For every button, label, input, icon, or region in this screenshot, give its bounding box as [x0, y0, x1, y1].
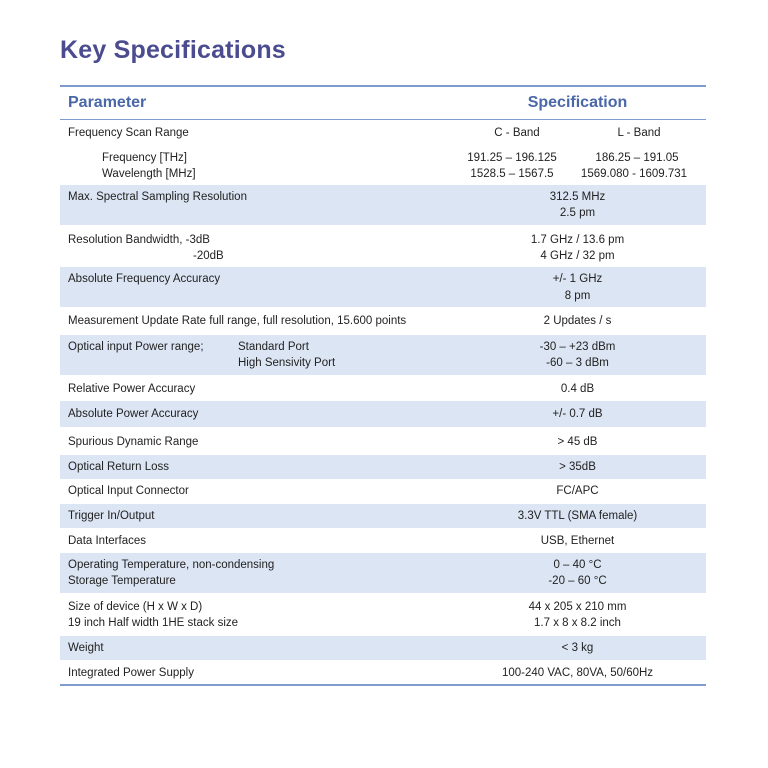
row-value: 3.3V TTL (SMA female) — [517, 510, 638, 522]
row-value: +/- 0.7 dB — [552, 408, 603, 420]
wave-l-value: 1569.080 - 1609.731 — [580, 168, 688, 180]
table-row-sampling — [60, 185, 706, 225]
row-value: > 35dB — [559, 461, 596, 473]
table-row-trigger — [60, 504, 706, 528]
row-value: 100-240 VAC, 80VA, 50/60Hz — [501, 667, 654, 679]
row-label: Max. Spectral Sampling Resolution — [68, 191, 247, 203]
row-label-2: 19 inch Half width 1HE stack size — [68, 617, 239, 629]
row-label: Absolute Power Accuracy — [68, 408, 199, 420]
row-label-2: -20dB — [193, 250, 224, 262]
row-value-2: 4 GHz / 32 pm — [540, 250, 615, 262]
row-value: USB, Ethernet — [540, 535, 615, 547]
band-c-label: C - Band — [494, 127, 540, 139]
table-header — [60, 87, 706, 120]
row-value: FC/APC — [556, 485, 599, 497]
table-row-relative-power — [60, 377, 706, 401]
wavelength-label: Wavelength [MHz] — [102, 168, 196, 180]
row-value-2: -60 – 3 dBm — [546, 357, 609, 369]
standard-port-label: Standard Port — [238, 341, 309, 353]
table-row-power-supply — [60, 661, 706, 684]
row-value: +/- 1 GHz — [552, 273, 603, 285]
row-value: 0.4 dB — [560, 383, 595, 395]
table-row-weight — [60, 636, 706, 660]
row-label: Optical input Power range; — [68, 341, 204, 353]
row-label: Data Interfaces — [68, 535, 146, 547]
row-label: Integrated Power Supply — [68, 667, 194, 679]
row-label-2: Storage Temperature — [68, 575, 176, 587]
page-title: Key Specifications — [60, 36, 286, 64]
spec-table — [60, 85, 706, 686]
row-label: Size of device (H x W x D) — [68, 601, 203, 613]
table-row-temperature — [60, 553, 706, 593]
table-row-abs-frequency — [60, 267, 706, 307]
row-value-2: 1.7 x 8 x 8.2 inch — [534, 617, 621, 629]
row-label: Optical Return Loss — [68, 461, 169, 473]
row-label: Optical Input Connector — [68, 485, 189, 497]
table-row-return-loss — [60, 455, 706, 479]
row-label: Weight — [68, 642, 104, 654]
table-row-absolute-power — [60, 401, 706, 427]
header-parameter: Parameter — [68, 94, 147, 111]
table-row-update-rate — [60, 309, 706, 334]
wave-c-value: 1528.5 – 1567.5 — [470, 168, 554, 180]
row-label: Operating Temperature, non-condensing — [68, 559, 275, 571]
row-label: Measurement Update Rate full range, full resolution, 15.600 points — [68, 315, 407, 327]
high-sensitivity-port-label: High Sensivity Port — [238, 357, 336, 369]
table-row-spurious — [60, 430, 706, 454]
band-l-label: L - Band — [617, 127, 661, 139]
table-row-size — [60, 595, 706, 635]
row-value-2: 2.5 pm — [559, 207, 596, 219]
row-label: Relative Power Accuracy — [68, 383, 196, 395]
row-label: Trigger In/Output — [68, 510, 155, 522]
table-row-connector — [60, 479, 706, 503]
row-value: -30 – +23 dBm — [539, 341, 616, 353]
row-value: > 45 dB — [557, 436, 598, 448]
freq-l-value: 186.25 – 191.05 — [595, 152, 679, 164]
header-specification: Specification — [527, 94, 628, 111]
row-value: 312.5 MHz — [549, 191, 606, 203]
row-value-2: -20 – 60 °C — [548, 575, 607, 587]
table-row-power-range — [60, 335, 706, 375]
frequency-label: Frequency [THz] — [102, 152, 187, 164]
row-label: Resolution Bandwidth, -3dB — [68, 234, 210, 246]
row-value: 44 x 205 x 210 mm — [528, 601, 627, 613]
row-value: < 3 kg — [561, 642, 594, 654]
row-value: 1.7 GHz / 13.6 pm — [530, 234, 625, 246]
row-label: Spurious Dynamic Range — [68, 436, 199, 448]
row-value-2: 8 pm — [564, 290, 591, 302]
table-row-data-interfaces — [60, 529, 706, 553]
row-value: 2 Updates / s — [543, 315, 612, 327]
freq-c-value: 191.25 – 196.125 — [467, 152, 557, 164]
table-row-frequency-scan — [60, 121, 706, 181]
row-label: Absolute Frequency Accuracy — [68, 273, 221, 285]
row-label: Frequency Scan Range — [68, 127, 189, 139]
row-value: 0 – 40 °C — [553, 559, 602, 571]
table-row-resolution-bandwidth — [60, 227, 706, 266]
